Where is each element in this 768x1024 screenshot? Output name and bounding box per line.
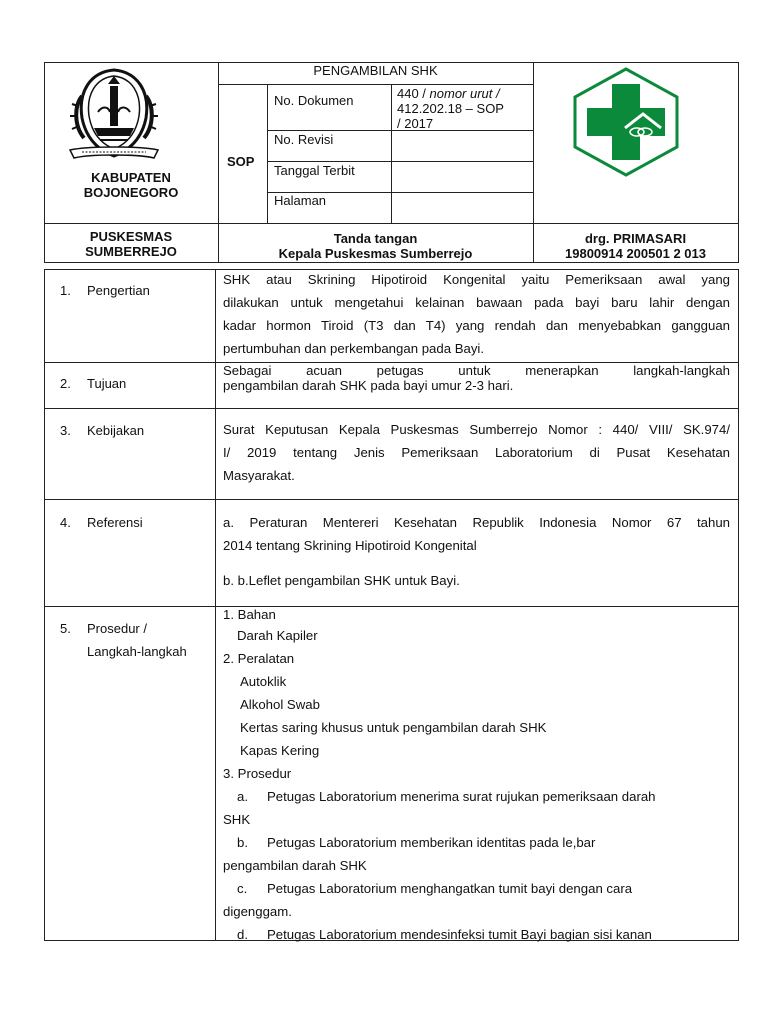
bahan-item: Darah Kapiler [237,628,318,643]
section-2-title: Tujuan [87,376,127,391]
regency-crest-icon [68,66,160,164]
section-5-title-line2: Langkah-langkah [87,644,187,659]
section-4-text: a. Peraturan Mentereri Kesehatan Republik Indonesia Nomor 67 tahun 2014 tentang Skrining Hipotiroid Kongenital [223,515,730,553]
doc-title: PENGAMBILAN SHK [313,63,438,78]
step-c: c. Petugas Laboratorium menghangatkan tumit bayi dengan cara digenggam. [223,881,633,919]
no-revisi-label: No. Revisi [274,132,334,147]
peralatan-item: Alkohol Swab [240,697,320,712]
section-5-content [223,605,733,946]
section-3-number: 3. [60,423,71,438]
step-b: b. Petugas Laboratorium memberikan identitas pada le,bar pengambilan darah SHK [223,835,596,873]
section-4-item-b: b. b.Leflet pengambilan SHK untuk Bayi. [223,573,460,588]
prosedur-heading: 3. Prosedur [223,766,292,781]
head-name: drg. PRIMASARI [584,231,687,246]
region-name-line2: BOJONEGORO [83,185,179,200]
section-2-text: Sebagai acuan petugas untuk menerapkan langkah-langkah pengambilan darah SHK pada bayi umur 2-3 hari. [223,363,730,393]
sign-line2: Kepala Puskesmas Sumberrejo [278,246,473,261]
peralatan-item: Autoklik [240,674,287,689]
section-4-number: 4. [60,515,71,530]
sign-line1: Tanda tangan [333,231,418,246]
no-dokumen-value-line3: / 2017 [397,116,434,131]
sop-label: SOP [227,154,255,169]
tanggal-terbit-label: Tanggal Terbit [274,163,355,178]
region-name-line1: KABUPATEN [91,170,171,185]
facility-line2: SUMBERREJO [85,244,177,259]
section-3-text: Surat Keputusan Kepala Puskesmas Sumberrejo Nomor : 440/ VIII/ SK.974/ I/ 2019 tentang Jenis Pemeriksaan Laboratorium di Pusat Kesehatan Masyarakat. [223,422,730,483]
section-1-title: Pengertian [87,283,150,298]
section-5-number: 5. [60,621,71,636]
halaman-label: Halaman [274,193,327,208]
section-3-title: Kebijakan [87,423,145,438]
head-nip: 19800914 200501 2 013 [565,246,706,261]
bahan-heading: 1. Bahan [223,607,276,622]
peralatan-item: Kertas saring khusus untuk pengambilan darah SHK [240,720,547,735]
section-1-number: 1. [60,283,71,298]
section-2-number: 2. [60,376,71,391]
peralatan-item: Kapas Kering [240,743,320,758]
no-dokumen-value-line2: 412.202.18 – SOP [397,101,504,116]
section-4-title: Referensi [87,515,143,530]
step-a: a. Petugas Laboratorium menerima surat rujukan pemeriksaan darah SHK [223,789,656,827]
section-1-text: SHK atau Skrining Hipotiroid Kongenital yaitu Pemeriksaan awal yang dilakukan untuk mengetahui kelainan bawaan pada bayi baru lahir dengan kadar hormon Tiroid (T3 dan T4) yang rendah dan menyebabkan gangguan pertumbuhan dan perkembangan pada Bayi. [223,272,730,356]
section-5-title-line1: Prosedur / [87,621,147,636]
puskesmas-cross-icon [567,66,685,178]
facility-line1: PUSKESMAS [89,229,173,244]
no-dokumen-value-line1: 440 / nomor urut / [397,86,500,101]
step-d: d. Petugas Laboratorium mendesinfeksi tumit Bayi bagian sisi kanan [237,927,652,942]
peralatan-heading: 2. Peralatan [223,651,295,666]
no-dokumen-label: No. Dokumen [274,93,354,108]
